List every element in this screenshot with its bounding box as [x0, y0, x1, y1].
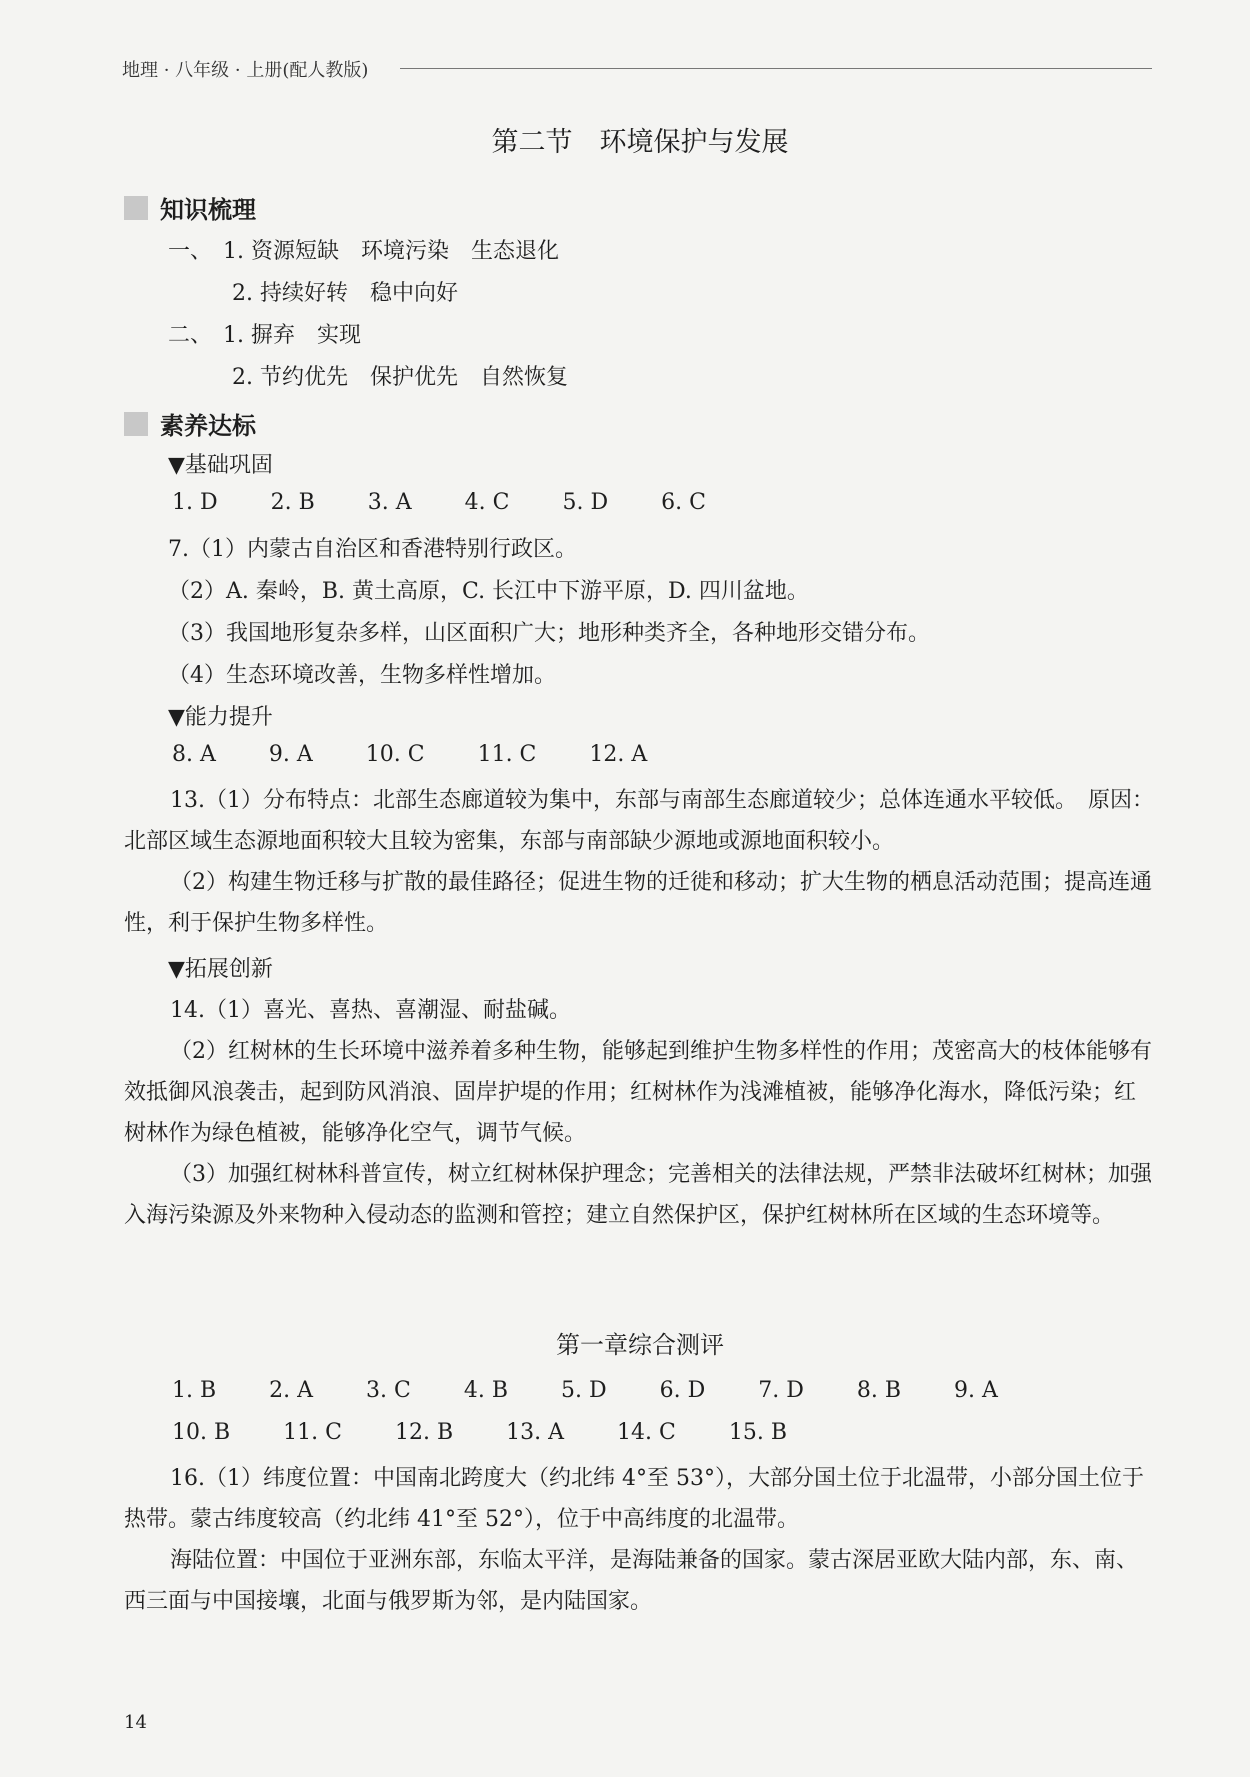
page-number: 14: [124, 1712, 147, 1733]
answer: 10. C: [365, 742, 425, 767]
extend-subheading: ▼拓展创新: [168, 957, 273, 982]
answer: 1. D: [172, 490, 218, 515]
q14-block: [124, 990, 1154, 1236]
answer: 12. B: [394, 1420, 454, 1445]
page-header: [122, 54, 1152, 84]
ability-answers: [172, 742, 693, 767]
answer: 11. C: [283, 1420, 342, 1445]
q13-part-1: 13.（1）分布特点：北部生态廊道较为集中，东部与南部生态廊道较少；总体连通水平较低。 原因：北部区域生态源地面积较大且较为密集，东部与南部缺少源地或源地面积较小。: [124, 788, 1154, 854]
q7-part-2: （2）A. 秦岭，B. 黄土高原，C. 长江中下游平原，D. 四川盆地。: [168, 579, 809, 604]
answer: 13. A: [506, 1420, 565, 1445]
answer: 7. D: [758, 1378, 804, 1403]
q13-block: [124, 780, 1154, 944]
answer: 1. B: [172, 1378, 217, 1403]
answer: 8. A: [172, 742, 216, 767]
answer: 8. B: [856, 1378, 902, 1403]
knowledge-heading-text: 知识梳理: [160, 196, 256, 224]
ability-subheading: ▼能力提升: [168, 705, 273, 730]
header-text: 地理 · 八年级 · 上册(配人教版): [122, 60, 369, 81]
q16-block: [124, 1458, 1154, 1622]
basic-answers: [172, 490, 752, 515]
answer: 9. A: [268, 742, 313, 767]
answer: 6. D: [659, 1378, 706, 1403]
section-square-icon: [124, 196, 148, 220]
knowledge-line-1: 一、 1. 资源短缺 环境污染 生态退化: [168, 239, 559, 264]
knowledge-line-2: 2. 持续好转 稳中向好: [232, 281, 458, 306]
knowledge-line-3: 二、 1. 摒弃 实现: [168, 323, 361, 348]
q7-part-4: （4）生态环境改善，生物多样性增加。: [168, 663, 556, 688]
q7-part-3: （3）我国地形复杂多样，山区面积广大；地形种类齐全，各种地形交错分布。: [168, 621, 930, 646]
answer: 15. B: [728, 1420, 787, 1445]
answer: 4. B: [463, 1378, 509, 1403]
answer: 4. C: [464, 490, 510, 515]
q16-part-2: 海陆位置：中国位于亚洲东部，东临太平洋，是海陆兼备的国家。蒙古深居亚欧大陆内部，东、南、西三面与中国接壤，北面与俄罗斯为邻，是内陆国家。: [124, 1548, 1139, 1614]
answer: 2. A: [269, 1378, 314, 1403]
literacy-heading-text: 素养达标: [160, 412, 256, 440]
literacy-heading: [124, 406, 256, 441]
answer: 2. B: [270, 490, 315, 515]
header-rule: [400, 68, 1152, 69]
answer: 9. A: [954, 1378, 998, 1403]
answer: 3. C: [366, 1378, 411, 1403]
answer: 10. B: [172, 1420, 231, 1445]
chapter-answers-row-1: [172, 1378, 1044, 1403]
answer: 5. D: [561, 1378, 607, 1403]
chapter-test-title: 第一章综合测评: [556, 1331, 724, 1359]
answer: 14. C: [617, 1420, 676, 1445]
q7-part-1: 7.（1）内蒙古自治区和香港特别行政区。: [168, 537, 577, 562]
section-title: 第二节 环境保护与发展: [491, 127, 789, 158]
q16-part-1: 16.（1）纬度位置：中国南北跨度大（约北纬 4°至 53°），大部分国土位于北温带，小部分国土位于热带。蒙古纬度较高（约北纬 41°至 52°），位于中高纬度的北温带。: [124, 1466, 1144, 1532]
chapter-answers-row-2: [172, 1420, 833, 1445]
q14-part-2: （2）红树林的生长环境中滋养着多种生物，能够起到维护生物多样性的作用；茂密高大的枝体能够有效抵御风浪袭击，起到防风消浪、固岸护堤的作用；红树林作为浅滩植被，能够净化海水，降低污染；红树林作为绿色植被，能够净化空气，调节气候。: [124, 1039, 1153, 1146]
knowledge-line-4: 2. 节约优先 保护优先 自然恢复: [232, 365, 568, 390]
basic-subheading: ▼基础巩固: [168, 453, 273, 478]
knowledge-heading: [124, 190, 256, 225]
answer: 6. C: [661, 490, 706, 515]
q14-part-1: 14.（1）喜光、喜热、喜潮湿、耐盐碱。: [170, 998, 571, 1023]
answer: 12. A: [589, 742, 648, 767]
section-square-icon: [124, 412, 148, 436]
q13-part-2: （2）构建生物迁移与扩散的最佳路径；促进生物的迁徙和移动；扩大生物的栖息活动范围；提高连通性，利于保护生物多样性。: [124, 870, 1153, 936]
q14-part-3: （3）加强红树林科普宣传，树立红树林保护理念；完善相关的法律法规，严禁非法破坏红树林；加强入海污染源及外来物种入侵动态的监测和管控；建立自然保护区，保护红树林所在区域的生态环境等。: [124, 1162, 1153, 1228]
answer: 3. A: [367, 490, 412, 515]
answer: 11. C: [477, 742, 537, 767]
answer: 5. D: [562, 490, 609, 515]
